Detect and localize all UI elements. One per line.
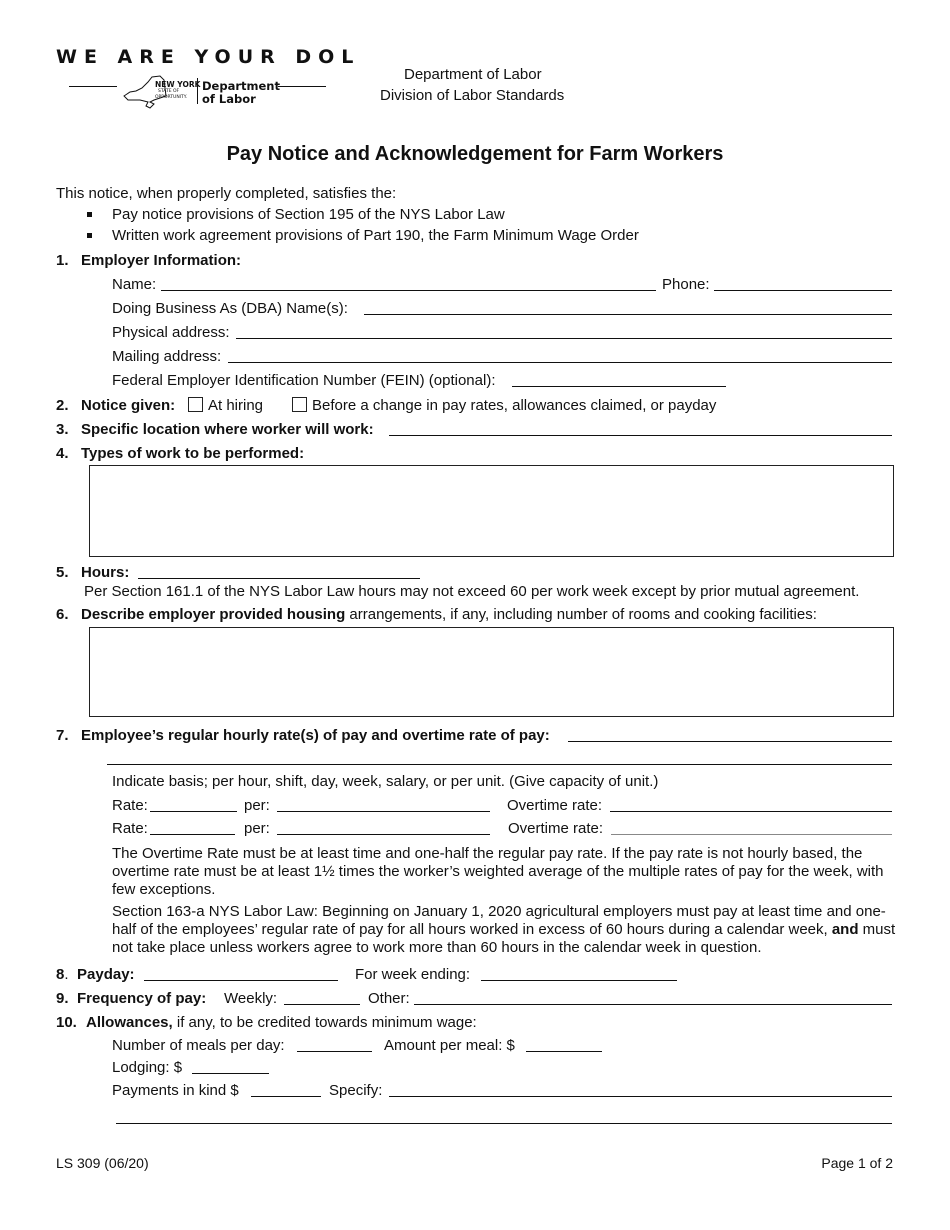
- per-label: per:: [244, 820, 270, 837]
- section7-title: Employee’s regular hourly rate(s) of pay and overtime rate of pay:: [81, 727, 550, 744]
- section7-number: 7.: [56, 727, 69, 744]
- overtime-rule-note: The Overtime Rate must be at least time and one-half the regular pay rate. If the pay rate is not hourly based, the overtime rate must be at least 1½ times the worker’s weighted average of the multiple rates of pay for the week, with few exceptions.: [112, 845, 884, 898]
- overtime-rate-label: Overtime rate:: [507, 797, 603, 814]
- rate-label: Rate:: [112, 820, 148, 837]
- page-title: Pay Notice and Acknowledgement for Farm Workers: [226, 143, 724, 165]
- section163-text-bold: and: [831, 921, 859, 938]
- section9-title: Frequency of pay:: [77, 990, 207, 1007]
- dba-field[interactable]: [364, 314, 892, 315]
- week-ending-field[interactable]: [481, 980, 677, 981]
- at-hiring-checkbox[interactable]: [188, 397, 203, 412]
- logo-rule-left: [69, 86, 117, 87]
- agency-division: Division of Labor Standards: [380, 87, 565, 104]
- logo-dept-line1: Department: [202, 79, 280, 93]
- housing-textarea[interactable]: [89, 627, 894, 717]
- hours-field[interactable]: [138, 578, 420, 579]
- intro-text: This notice, when properly completed, satisfies the:: [56, 185, 397, 202]
- section10-title: [86, 1014, 477, 1031]
- meals-per-day-field[interactable]: [297, 1051, 372, 1052]
- overtime-rate-label: Overtime rate:: [508, 820, 604, 837]
- section5-number: 5.: [56, 564, 69, 581]
- phone-label: Phone:: [662, 276, 710, 293]
- weekly-label: Weekly:: [224, 990, 278, 1007]
- types-of-work-textarea[interactable]: [89, 465, 894, 557]
- section6-title-rest: arrangements, if any, including number of rooms and cooking facilities:: [345, 606, 817, 623]
- hours-note: Per Section 161.1 of the NYS Labor Law hours may not exceed 60 per work week except by prior mutual agreement.: [84, 583, 860, 600]
- section3-number: 3.: [56, 421, 69, 438]
- section163-text-2: must not take place unless workers agree to work more than 60 hours in the calendar week in question.: [112, 921, 896, 956]
- employer-name-label: Name:: [112, 276, 157, 293]
- section1-number: 1.: [56, 252, 69, 269]
- section5-title: Hours:: [81, 564, 130, 581]
- section1-title: Employer Information:: [81, 252, 242, 269]
- before-change-option[interactable]: [292, 397, 716, 414]
- before-change-checkbox[interactable]: [292, 397, 307, 412]
- bullet-marker: [87, 233, 92, 238]
- section8-number-digit: 8: [56, 966, 65, 983]
- section6-number: 6.: [56, 606, 69, 623]
- payments-in-kind-label: Payments in kind $: [112, 1082, 239, 1099]
- phone-field[interactable]: [714, 290, 892, 291]
- section2-title: Notice given:: [81, 397, 176, 414]
- specify-label: Specify:: [329, 1082, 383, 1099]
- week-ending-label: For week ending:: [355, 966, 471, 983]
- section10-title-bold: Allowances,: [86, 1014, 173, 1031]
- at-hiring-label: At hiring: [208, 397, 264, 414]
- section163-text-1: Section 163-a NYS Labor Law: Beginning on January 1, 2020 agricultural employers must pay at least time and one-half of the employees’ regular rate of pay for all hours worked in excess of 60 hours during a calendar week,: [112, 903, 886, 938]
- logo-rule-right: [278, 86, 326, 87]
- physical-address-field[interactable]: [236, 338, 892, 339]
- other-frequency-field[interactable]: [414, 1004, 892, 1005]
- lodging-field[interactable]: [192, 1073, 269, 1074]
- rate-subsection-rule: [107, 764, 892, 765]
- form-id: LS 309 (06/20): [56, 1155, 149, 1171]
- logo-state-line3: OPPORTUNITY.: [155, 95, 188, 100]
- meals-per-day-label: Number of meals per day:: [112, 1037, 285, 1054]
- section6-title-bold: Describe employer provided housing: [81, 606, 346, 623]
- overtime-rate-field[interactable]: [611, 834, 892, 835]
- payments-in-kind-field[interactable]: [251, 1096, 321, 1097]
- per-field[interactable]: [277, 834, 490, 835]
- overtime-rate-field[interactable]: [610, 811, 892, 812]
- hourly-rate-field[interactable]: [568, 741, 892, 742]
- payday-field[interactable]: [144, 980, 338, 981]
- lodging-label: Lodging: $: [112, 1059, 183, 1076]
- section8-number: [56, 966, 69, 983]
- dba-label: Doing Business As (DBA) Name(s):: [112, 300, 348, 317]
- logo-dept-line2: of Labor: [202, 92, 256, 106]
- amount-per-meal-label: Amount per meal: $: [384, 1037, 515, 1054]
- section9-number: 9.: [56, 990, 69, 1007]
- page-number: Page 1 of 2: [821, 1155, 893, 1171]
- physical-address-label: Physical address:: [112, 324, 230, 341]
- amount-per-meal-field[interactable]: [526, 1051, 602, 1052]
- fein-field[interactable]: [512, 386, 726, 387]
- intro-bullet: Written work agreement provisions of Part 190, the Farm Minimum Wage Order: [112, 227, 639, 244]
- section8-title: Payday:: [77, 966, 135, 983]
- bullet-marker: [87, 212, 92, 217]
- intro-bullet: Pay notice provisions of Section 195 of the NYS Labor Law: [112, 206, 505, 223]
- dol-tagline: WE ARE YOUR DOL: [56, 46, 361, 68]
- logo-divider: [197, 78, 198, 104]
- work-location-field[interactable]: [389, 435, 892, 436]
- mailing-address-field[interactable]: [228, 362, 892, 363]
- rate-field[interactable]: [150, 834, 235, 835]
- section4-number: 4.: [56, 445, 69, 462]
- mailing-address-label: Mailing address:: [112, 348, 222, 365]
- logo-state-line2: STATE OF: [158, 89, 180, 94]
- other-label: Other:: [368, 990, 410, 1007]
- per-field[interactable]: [277, 811, 490, 812]
- rate-label: Rate:: [112, 797, 148, 814]
- section163-note: [112, 903, 902, 957]
- fein-label: Federal Employer Identification Number (FEIN) (optional):: [112, 372, 496, 389]
- per-label: per:: [244, 797, 270, 814]
- specify-field[interactable]: [389, 1096, 892, 1097]
- agency-name: Department of Labor: [404, 66, 542, 83]
- rate-field[interactable]: [150, 811, 237, 812]
- weekly-field[interactable]: [284, 1004, 360, 1005]
- section3-title: Specific location where worker will work:: [81, 421, 374, 438]
- before-change-label: Before a change in pay rates, allowances claimed, or payday: [312, 397, 717, 414]
- additional-line-field[interactable]: [116, 1123, 892, 1124]
- section10-number: 10.: [56, 1014, 77, 1031]
- section10-title-rest: if any, to be credited towards minimum wage:: [172, 1014, 477, 1031]
- section8-number-dot: .: [64, 966, 69, 983]
- employer-name-field[interactable]: [161, 290, 656, 291]
- logo-state-line1: NEW YORK: [155, 80, 201, 89]
- section4-title: Types of work to be performed:: [81, 445, 305, 462]
- section6-title: [81, 606, 817, 623]
- basis-instructions: Indicate basis; per hour, shift, day, week, salary, or per unit. (Give capacity of unit.): [112, 773, 659, 790]
- at-hiring-option[interactable]: [188, 397, 263, 414]
- section2-number: 2.: [56, 397, 69, 414]
